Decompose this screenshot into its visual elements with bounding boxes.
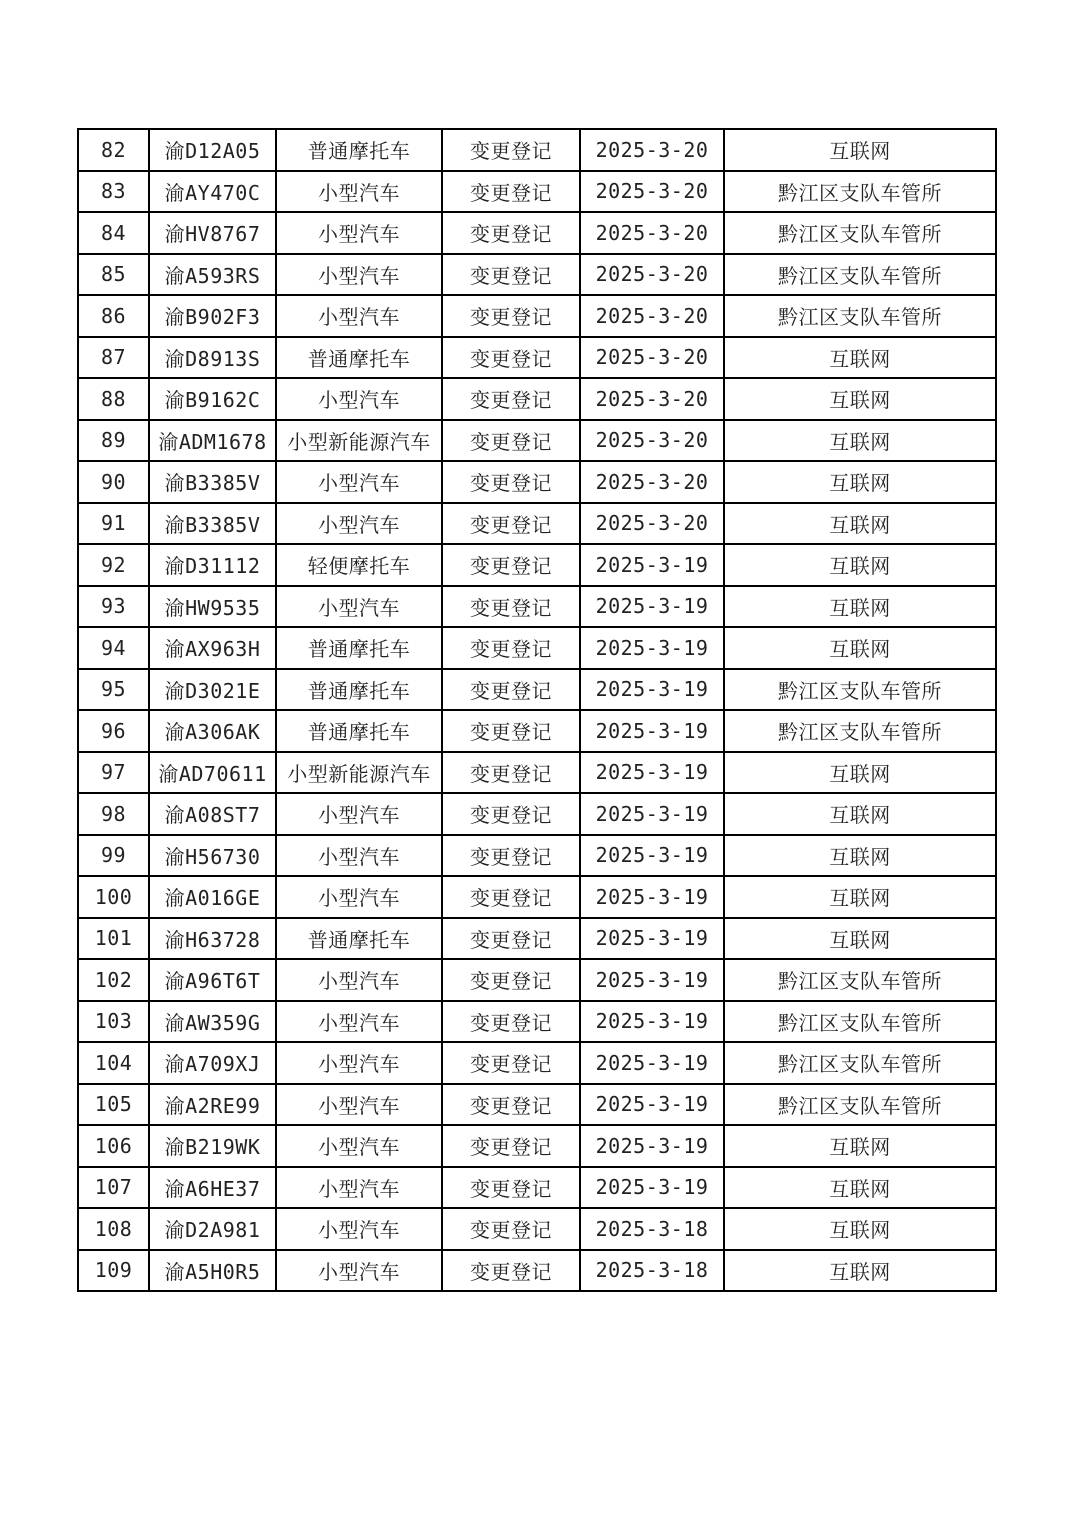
- business-type-cell: 变更登记: [442, 212, 580, 254]
- row-number-cell: 105: [78, 1084, 149, 1126]
- registration-date-cell: 2025-3-19: [580, 876, 724, 918]
- plate-number-cell: 渝HW9535: [149, 586, 276, 628]
- vehicle-type-cell: 小型新能源汽车: [276, 752, 442, 794]
- business-type-cell: 变更登记: [442, 669, 580, 711]
- row-number-cell: 86: [78, 295, 149, 337]
- vehicle-type-cell: 小型汽车: [276, 503, 442, 545]
- registration-date-cell: 2025-3-19: [580, 918, 724, 960]
- registration-date-cell: 2025-3-19: [580, 1042, 724, 1084]
- table-row: [78, 254, 996, 296]
- row-number-cell: 88: [78, 378, 149, 420]
- row-number-cell: 89: [78, 420, 149, 462]
- vehicle-type-cell: 小型汽车: [276, 1125, 442, 1167]
- row-number-cell: 109: [78, 1250, 149, 1292]
- registration-date-cell: 2025-3-19: [580, 544, 724, 586]
- table-row: [78, 918, 996, 960]
- business-type-cell: 变更登记: [442, 710, 580, 752]
- handling-office-cell: 黔江区支队车管所: [724, 1042, 996, 1084]
- business-type-cell: 变更登记: [442, 752, 580, 794]
- handling-office-cell: 互联网: [724, 337, 996, 379]
- plate-number-cell: 渝A96T6T: [149, 959, 276, 1001]
- plate-number-cell: 渝D31112: [149, 544, 276, 586]
- registration-date-cell: 2025-3-19: [580, 1001, 724, 1043]
- plate-number-cell: 渝B902F3: [149, 295, 276, 337]
- row-number-cell: 98: [78, 793, 149, 835]
- registration-date-cell: 2025-3-19: [580, 959, 724, 1001]
- row-number-cell: 91: [78, 503, 149, 545]
- handling-office-cell: 互联网: [724, 420, 996, 462]
- row-number-cell: 85: [78, 254, 149, 296]
- registration-date-cell: 2025-3-19: [580, 1167, 724, 1209]
- handling-office-cell: 黔江区支队车管所: [724, 959, 996, 1001]
- table-row: [78, 295, 996, 337]
- registration-date-cell: 2025-3-20: [580, 503, 724, 545]
- table-row: [78, 669, 996, 711]
- vehicle-type-cell: 小型汽车: [276, 378, 442, 420]
- vehicle-type-cell: 小型汽车: [276, 254, 442, 296]
- handling-office-cell: 黔江区支队车管所: [724, 171, 996, 213]
- business-type-cell: 变更登记: [442, 627, 580, 669]
- registration-date-cell: 2025-3-18: [580, 1250, 724, 1292]
- handling-office-cell: 互联网: [724, 1250, 996, 1292]
- row-number-cell: 96: [78, 710, 149, 752]
- plate-number-cell: 渝AX963H: [149, 627, 276, 669]
- vehicle-type-cell: 小型汽车: [276, 1250, 442, 1292]
- row-number-cell: 82: [78, 129, 149, 171]
- table-row: [78, 171, 996, 213]
- handling-office-cell: 互联网: [724, 503, 996, 545]
- vehicle-type-cell: 小型汽车: [276, 586, 442, 628]
- registration-table: [77, 128, 997, 1292]
- plate-number-cell: 渝H56730: [149, 835, 276, 877]
- table-row: [78, 212, 996, 254]
- row-number-cell: 104: [78, 1042, 149, 1084]
- vehicle-type-cell: 普通摩托车: [276, 337, 442, 379]
- business-type-cell: 变更登记: [442, 378, 580, 420]
- business-type-cell: 变更登记: [442, 1042, 580, 1084]
- table-row: [78, 1167, 996, 1209]
- plate-number-cell: 渝B3385V: [149, 461, 276, 503]
- table-row: [78, 710, 996, 752]
- handling-office-cell: 黔江区支队车管所: [724, 254, 996, 296]
- vehicle-type-cell: 普通摩托车: [276, 918, 442, 960]
- row-number-cell: 94: [78, 627, 149, 669]
- vehicle-type-cell: 小型汽车: [276, 212, 442, 254]
- table-row: [78, 503, 996, 545]
- vehicle-type-cell: 小型汽车: [276, 793, 442, 835]
- handling-office-cell: 互联网: [724, 129, 996, 171]
- handling-office-cell: 黔江区支队车管所: [724, 212, 996, 254]
- table-row: [78, 586, 996, 628]
- table-row: [78, 544, 996, 586]
- handling-office-cell: 互联网: [724, 1125, 996, 1167]
- registration-date-cell: 2025-3-20: [580, 295, 724, 337]
- row-number-cell: 106: [78, 1125, 149, 1167]
- vehicle-type-cell: 小型汽车: [276, 876, 442, 918]
- table-row: [78, 420, 996, 462]
- handling-office-cell: 互联网: [724, 461, 996, 503]
- business-type-cell: 变更登记: [442, 586, 580, 628]
- vehicle-type-cell: 小型汽车: [276, 295, 442, 337]
- handling-office-cell: 互联网: [724, 544, 996, 586]
- vehicle-type-cell: 小型汽车: [276, 1042, 442, 1084]
- plate-number-cell: 渝B219WK: [149, 1125, 276, 1167]
- business-type-cell: 变更登记: [442, 1208, 580, 1250]
- plate-number-cell: 渝A593RS: [149, 254, 276, 296]
- plate-number-cell: 渝D2A981: [149, 1208, 276, 1250]
- business-type-cell: 变更登记: [442, 876, 580, 918]
- business-type-cell: 变更登记: [442, 1001, 580, 1043]
- handling-office-cell: 黔江区支队车管所: [724, 710, 996, 752]
- row-number-cell: 95: [78, 669, 149, 711]
- business-type-cell: 变更登记: [442, 1167, 580, 1209]
- registration-date-cell: 2025-3-20: [580, 378, 724, 420]
- registration-date-cell: 2025-3-20: [580, 461, 724, 503]
- plate-number-cell: 渝H63728: [149, 918, 276, 960]
- business-type-cell: 变更登记: [442, 295, 580, 337]
- table-row: [78, 752, 996, 794]
- table-row: [78, 835, 996, 877]
- table-row: [78, 1250, 996, 1292]
- plate-number-cell: 渝AY470C: [149, 171, 276, 213]
- row-number-cell: 107: [78, 1167, 149, 1209]
- plate-number-cell: 渝A2RE99: [149, 1084, 276, 1126]
- table-row: [78, 627, 996, 669]
- handling-office-cell: 互联网: [724, 586, 996, 628]
- plate-number-cell: 渝A016GE: [149, 876, 276, 918]
- handling-office-cell: 黔江区支队车管所: [724, 669, 996, 711]
- business-type-cell: 变更登记: [442, 544, 580, 586]
- handling-office-cell: 互联网: [724, 876, 996, 918]
- business-type-cell: 变更登记: [442, 503, 580, 545]
- vehicle-type-cell: 小型汽车: [276, 171, 442, 213]
- business-type-cell: 变更登记: [442, 337, 580, 379]
- registration-date-cell: 2025-3-19: [580, 669, 724, 711]
- registration-date-cell: 2025-3-19: [580, 710, 724, 752]
- vehicle-type-cell: 小型新能源汽车: [276, 420, 442, 462]
- plate-number-cell: 渝A709XJ: [149, 1042, 276, 1084]
- handling-office-cell: 黔江区支队车管所: [724, 1001, 996, 1043]
- handling-office-cell: 互联网: [724, 627, 996, 669]
- row-number-cell: 100: [78, 876, 149, 918]
- table-row: [78, 793, 996, 835]
- row-number-cell: 101: [78, 918, 149, 960]
- business-type-cell: 变更登记: [442, 793, 580, 835]
- handling-office-cell: 互联网: [724, 918, 996, 960]
- row-number-cell: 108: [78, 1208, 149, 1250]
- handling-office-cell: 互联网: [724, 1167, 996, 1209]
- plate-number-cell: 渝B3385V: [149, 503, 276, 545]
- row-number-cell: 87: [78, 337, 149, 379]
- row-number-cell: 92: [78, 544, 149, 586]
- table-row: [78, 1042, 996, 1084]
- table-row: [78, 129, 996, 171]
- registration-date-cell: 2025-3-19: [580, 1125, 724, 1167]
- row-number-cell: 103: [78, 1001, 149, 1043]
- plate-number-cell: 渝D8913S: [149, 337, 276, 379]
- plate-number-cell: 渝A5H0R5: [149, 1250, 276, 1292]
- handling-office-cell: 互联网: [724, 1208, 996, 1250]
- registration-date-cell: 2025-3-19: [580, 627, 724, 669]
- plate-number-cell: 渝A08ST7: [149, 793, 276, 835]
- vehicle-type-cell: 普通摩托车: [276, 710, 442, 752]
- business-type-cell: 变更登记: [442, 254, 580, 296]
- registration-date-cell: 2025-3-19: [580, 1084, 724, 1126]
- vehicle-type-cell: 小型汽车: [276, 1084, 442, 1126]
- plate-number-cell: 渝D12A05: [149, 129, 276, 171]
- row-number-cell: 97: [78, 752, 149, 794]
- handling-office-cell: 互联网: [724, 378, 996, 420]
- plate-number-cell: 渝HV8767: [149, 212, 276, 254]
- business-type-cell: 变更登记: [442, 461, 580, 503]
- registration-date-cell: 2025-3-19: [580, 793, 724, 835]
- table-row: [78, 461, 996, 503]
- plate-number-cell: 渝AD70611: [149, 752, 276, 794]
- registration-date-cell: 2025-3-19: [580, 586, 724, 628]
- vehicle-type-cell: 普通摩托车: [276, 129, 442, 171]
- registration-date-cell: 2025-3-19: [580, 835, 724, 877]
- registration-date-cell: 2025-3-20: [580, 420, 724, 462]
- vehicle-type-cell: 普通摩托车: [276, 669, 442, 711]
- row-number-cell: 99: [78, 835, 149, 877]
- plate-number-cell: 渝D3021E: [149, 669, 276, 711]
- handling-office-cell: 互联网: [724, 793, 996, 835]
- vehicle-type-cell: 小型汽车: [276, 1167, 442, 1209]
- table-row: [78, 876, 996, 918]
- registration-date-cell: 2025-3-20: [580, 254, 724, 296]
- table-row: [78, 1125, 996, 1167]
- row-number-cell: 93: [78, 586, 149, 628]
- business-type-cell: 变更登记: [442, 918, 580, 960]
- registration-date-cell: 2025-3-18: [580, 1208, 724, 1250]
- handling-office-cell: 黔江区支队车管所: [724, 1084, 996, 1126]
- vehicle-type-cell: 小型汽车: [276, 835, 442, 877]
- registration-date-cell: 2025-3-20: [580, 212, 724, 254]
- business-type-cell: 变更登记: [442, 129, 580, 171]
- handling-office-cell: 互联网: [724, 752, 996, 794]
- business-type-cell: 变更登记: [442, 171, 580, 213]
- table-row: [78, 1001, 996, 1043]
- handling-office-cell: 黔江区支队车管所: [724, 295, 996, 337]
- plate-number-cell: 渝A6HE37: [149, 1167, 276, 1209]
- table-row: [78, 1084, 996, 1126]
- table-row: [78, 1208, 996, 1250]
- table-row: [78, 959, 996, 1001]
- business-type-cell: 变更登记: [442, 420, 580, 462]
- business-type-cell: 变更登记: [442, 959, 580, 1001]
- plate-number-cell: 渝ADM1678: [149, 420, 276, 462]
- handling-office-cell: 互联网: [724, 835, 996, 877]
- table-row: [78, 378, 996, 420]
- business-type-cell: 变更登记: [442, 1250, 580, 1292]
- vehicle-type-cell: 轻便摩托车: [276, 544, 442, 586]
- business-type-cell: 变更登记: [442, 835, 580, 877]
- business-type-cell: 变更登记: [442, 1125, 580, 1167]
- business-type-cell: 变更登记: [442, 1084, 580, 1126]
- registration-table-body: [78, 129, 996, 1291]
- plate-number-cell: 渝A306AK: [149, 710, 276, 752]
- row-number-cell: 84: [78, 212, 149, 254]
- registration-date-cell: 2025-3-20: [580, 129, 724, 171]
- vehicle-type-cell: 小型汽车: [276, 959, 442, 1001]
- row-number-cell: 90: [78, 461, 149, 503]
- registration-date-cell: 2025-3-20: [580, 337, 724, 379]
- vehicle-type-cell: 普通摩托车: [276, 627, 442, 669]
- row-number-cell: 83: [78, 171, 149, 213]
- row-number-cell: 102: [78, 959, 149, 1001]
- vehicle-type-cell: 小型汽车: [276, 1001, 442, 1043]
- vehicle-type-cell: 小型汽车: [276, 1208, 442, 1250]
- plate-number-cell: 渝B9162C: [149, 378, 276, 420]
- plate-number-cell: 渝AW359G: [149, 1001, 276, 1043]
- vehicle-type-cell: 小型汽车: [276, 461, 442, 503]
- registration-date-cell: 2025-3-19: [580, 752, 724, 794]
- registration-date-cell: 2025-3-20: [580, 171, 724, 213]
- table-row: [78, 337, 996, 379]
